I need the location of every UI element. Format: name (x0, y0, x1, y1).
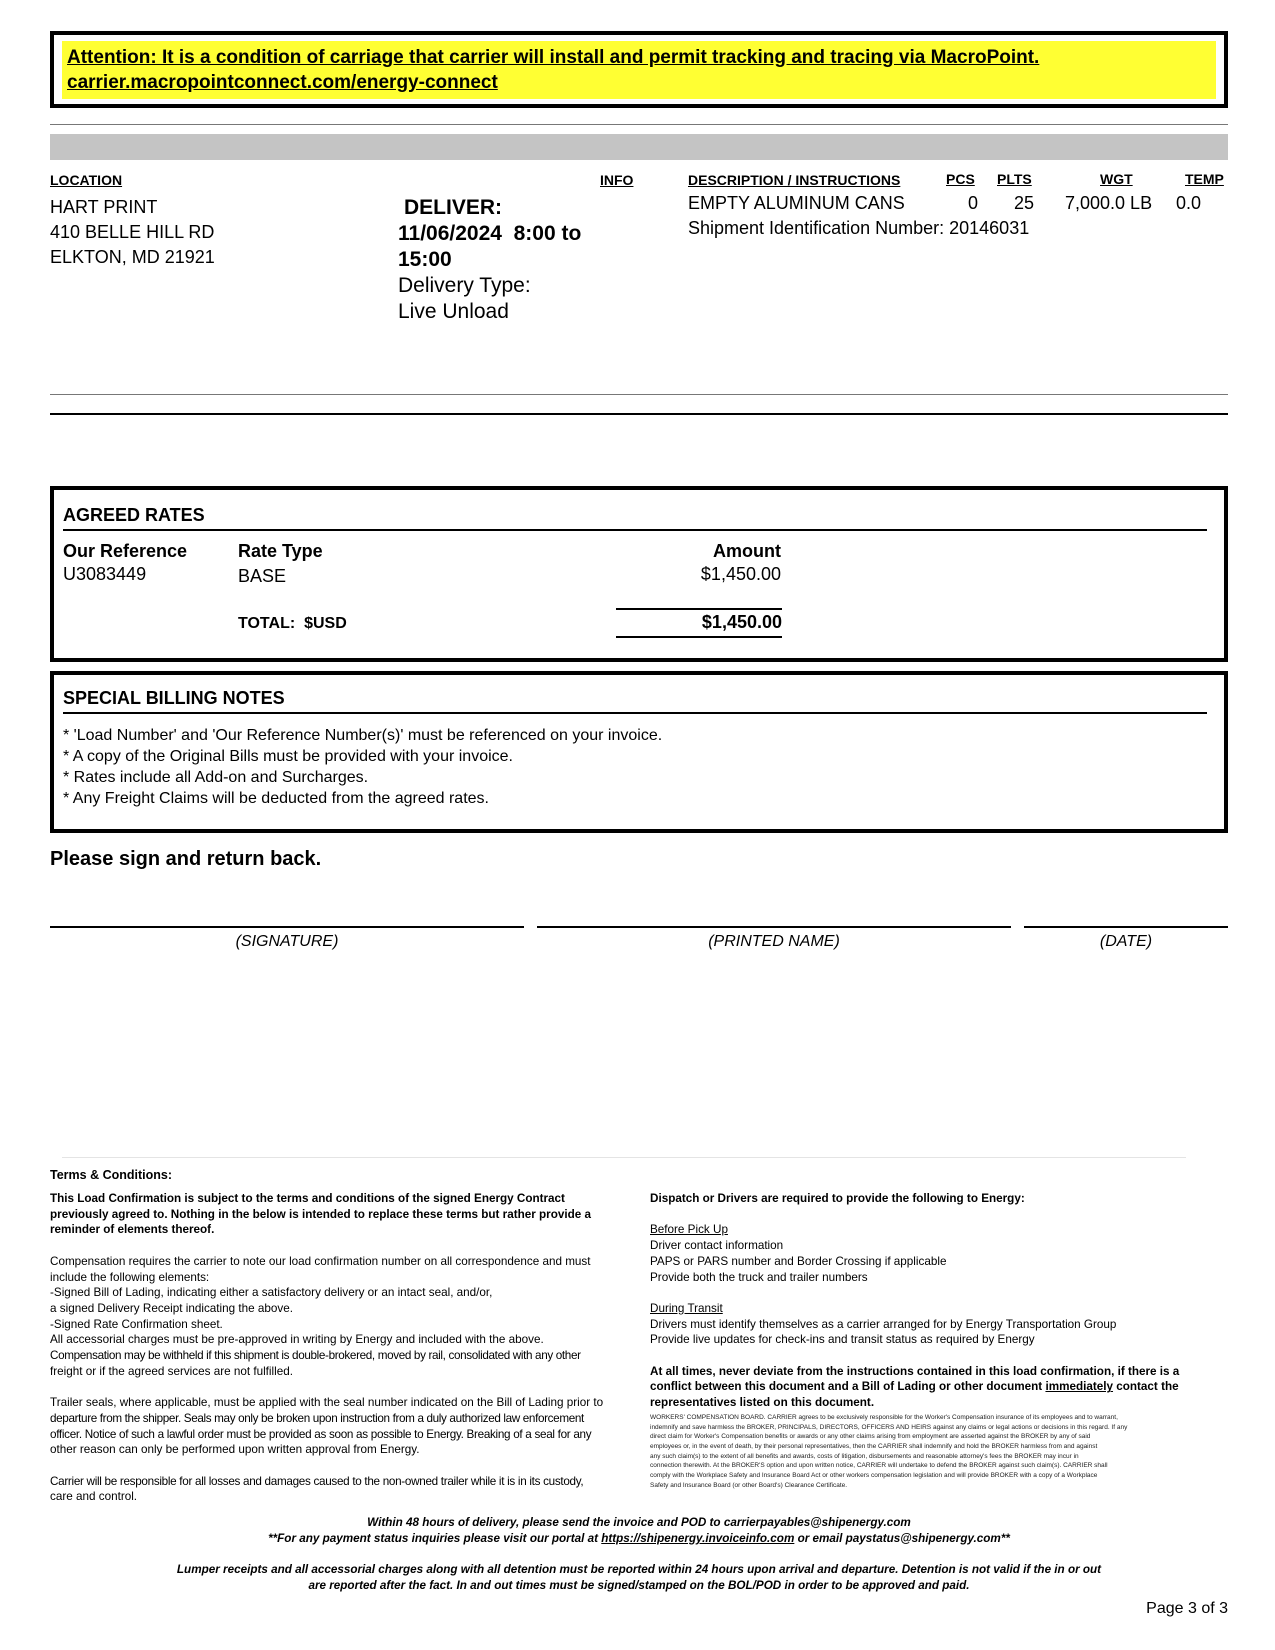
workers-comp-line: indemnify and save harmless the BROKER, PRINCIPALS, DIRECTORS, OFFICERS AND HEIRS against any claims or legal actions or decisions in this regard. If any (650, 1423, 1128, 1431)
macropoint-url[interactable]: carrier.macropointconnect.com/energy-connect (67, 72, 498, 93)
rule (63, 712, 1207, 714)
deviation-line: representatives listed on this document. (650, 1396, 875, 1410)
our-reference-header: Our Reference (63, 541, 188, 561)
divider (50, 124, 1228, 125)
shipment-id: Shipment Identification Number: 20146031 (688, 218, 1030, 238)
deviation-warning (650, 1364, 1228, 1411)
tracking-notice-text: Attention: It is a condition of carriage that carrier will install and permit tracking and tracing via MacroPoint. (67, 47, 1040, 68)
terms-line: Trailer seals, where applicable, must be applied with the seal number indicated on the Bill of Lading prior to (50, 1396, 604, 1410)
invoice-instructions: Within 48 hours of delivery, please send the invoice and POD to carrierpayables@shipenergy.com (367, 1516, 911, 1529)
terms-line: Drivers must identify themselves as a carrier arranged for by Energy Transportation Group (650, 1317, 1117, 1331)
printed-name-label: (PRINTED NAME) (708, 933, 840, 950)
terms-line: freight or if the agreed services are not fulfilled. (50, 1364, 293, 1378)
lumper-notice: are reported after the fact. In and out times must be signed/stamped on the BOL/POD in order to be approved and paid. (308, 1579, 970, 1592)
billing-note: * Any Freight Claims will be deducted from the agreed rates. (63, 790, 489, 807)
agreed-rates-title: AGREED RATES (63, 505, 205, 525)
info-header: INFO (600, 172, 634, 188)
rule (63, 529, 1207, 531)
workers-comp-line: any such claim(s) to the extent of all benefits and awards, costs of litigation, disbursements and reasonable attorney's fees the BROKER may incur in (650, 1452, 1079, 1460)
signature-label: (SIGNATURE) (235, 933, 339, 950)
payment-status-text: **For any payment status inquiries please visit our portal at (268, 1532, 602, 1545)
delivery-info (398, 195, 581, 325)
workers-comp-clause (650, 1413, 1228, 1491)
temp-header: TEMP (1185, 171, 1224, 187)
workers-comp-line: WORKERS' COMPENSATION BOARD. CARRIER agrees to be exclusively responsible for the Worker's Compensation insurance of its employees and to warrant, (650, 1413, 1118, 1421)
terms-line: departure from the shipper. Seals may only be broken upon instruction from a duly authorized law enforcement (50, 1411, 584, 1425)
tracking-notice (50, 31, 1228, 108)
workers-comp-line: connection therewith. At the BROKER'S option and upon written notice, CARRIER will undertake to defend the BROKER against such claim(s). CARRIER shall (650, 1462, 1108, 1470)
terms-title: Terms & Conditions: (50, 1168, 172, 1182)
terms-line: care and control. (50, 1490, 138, 1504)
signature-line[interactable] (50, 926, 524, 928)
deviation-emphasis: immediately (1045, 1380, 1114, 1394)
page-number: Page 3 of 3 (1146, 1600, 1228, 1617)
deliver-date-time: 11/06/2024 8:00 to (398, 222, 582, 245)
terms-line: include the following elements: (50, 1270, 210, 1284)
billing-notes-list (63, 725, 662, 809)
terms-line: PAPS or PARS number and Border Crossing if applicable (650, 1254, 947, 1268)
terms-line: Carrier will be responsible for all losses and damages caused to the non-owned trailer while it is in its custody, (50, 1474, 584, 1488)
terms-line: Compensation may be withheld if this shipment is double-brokered, moved by rail, consolidated with any other (50, 1349, 581, 1363)
payment-portal-link[interactable]: https://shipenergy.invoiceinfo.com (601, 1532, 795, 1545)
total-rule (616, 608, 782, 610)
terms-right-column (650, 1191, 1228, 1490)
dispatch-title: Dispatch or Drivers are required to provide the following to Energy: (650, 1192, 1025, 1205)
terms-line: officer. Notice of such a lawful order must be provided as soon as possible to Energy. Breaking of a seal for any (50, 1427, 592, 1441)
rate-type-value: BASE (238, 566, 287, 586)
agreed-rates-box (50, 486, 1228, 662)
workers-comp-line: direct claim for Worker's Compensation benefits or awards or any other claims arising from employment are asserted against the BROKER by any of said (650, 1433, 1091, 1441)
location-name: HART PRINT (50, 197, 158, 217)
terms-line: a signed Delivery Receipt indicating the above. (50, 1301, 293, 1315)
wgt-header: WGT (1100, 171, 1133, 187)
tracking-notice-highlight (62, 41, 1216, 99)
item-temp: 0.0 (1176, 193, 1202, 213)
billing-note: * Rates include all Add-on and Surcharges. (63, 769, 369, 786)
terms-left-column (50, 1191, 625, 1505)
plts-header: PLTS (997, 171, 1032, 187)
deviation-line (650, 1379, 1228, 1395)
date-label: (DATE) (1099, 933, 1153, 950)
terms-intro-line: This Load Confirmation is subject to the terms and conditions of the signed Energy Contract (50, 1192, 565, 1205)
terms-line: -Signed Bill of Lading, indicating either a satisfactory delivery or an intact seal, and/or, (50, 1286, 493, 1300)
location-city: ELKTON, MD 21921 (50, 247, 215, 267)
payment-status-text: or email paystatus@shipenergy.com** (794, 1532, 1010, 1545)
amount-value: $1,450.00 (700, 564, 781, 584)
terms-line: All accessorial charges must be pre-approved in writing by Energy and included with the above. (50, 1333, 544, 1347)
date-line[interactable] (1024, 926, 1228, 928)
terms-line: Driver contact information (650, 1239, 784, 1253)
workers-comp-line: Safety and Insurance Board (or other Board's) Clearance Certificate. (650, 1481, 848, 1489)
workers-comp-line: comply with the Workplace Safety and Insurance Board Act or other workers compensation legislation and will provide BROKER with a copy of a Workplace (650, 1472, 1098, 1480)
total-underline (616, 636, 782, 638)
location-header: LOCATION (50, 172, 123, 188)
billing-notes-title: SPECIAL BILLING NOTES (63, 688, 285, 708)
terms-line: Provide live updates for check-ins and transit status as required by Energy (650, 1333, 1035, 1347)
payment-status-note (50, 1531, 1228, 1547)
deviation-text: contact the (1113, 1380, 1179, 1394)
deviation-text: conflict between this document and a Bill of Lading or other document (650, 1380, 1046, 1394)
terms-line: Compensation requires the carrier to note our load confirmation number on all correspondence and must (50, 1254, 591, 1268)
item-pcs: 0 (968, 193, 979, 213)
total-label: TOTAL: $USD (238, 615, 347, 632)
item-wgt: 7,000.0 LB (1065, 193, 1153, 213)
deliver-end-time: 15:00 (398, 248, 452, 271)
item-description: EMPTY ALUMINUM CANS (688, 193, 905, 213)
stop-location (50, 195, 215, 270)
total-value: $1,450.00 (701, 612, 782, 632)
stop-header-band (50, 134, 1228, 160)
item-plts: 25 (1014, 193, 1035, 213)
terms-intro-line: previously agreed to. Nothing in the below is intended to replace these terms but rather provide a (50, 1207, 591, 1221)
printed-name-line[interactable] (537, 926, 1011, 928)
divider (50, 413, 1228, 415)
terms-line: Provide both the truck and trailer numbers (650, 1270, 868, 1284)
workers-comp-line: employees or, in the event of death, by their personal representatives, then the CARRIER shall indemnify and hold the BROKER harmless from and against (650, 1442, 1098, 1450)
location-street: 410 BELLE HILL RD (50, 222, 215, 242)
divider (62, 1157, 1186, 1158)
billing-note: * A copy of the Original Bills must be provided with your invoice. (63, 748, 513, 765)
amount-header: Amount (713, 541, 781, 561)
lumper-notice: Lumper receipts and all accessorial charges along with all detention must be reported within 24 hours upon arrival and departure. Detention is not valid if the in or out (176, 1563, 1102, 1576)
deliver-label: DELIVER: (404, 196, 503, 219)
during-transit-title: During Transit (650, 1301, 723, 1315)
rate-type-header: Rate Type (238, 541, 323, 561)
description-header: DESCRIPTION / INSTRUCTIONS (688, 172, 901, 188)
terms-line: -Signed Rate Confirmation sheet. (50, 1317, 223, 1331)
billing-notes-box (50, 671, 1228, 833)
deviation-line: At all times, never deviate from the instructions contained in this load confirmation, if there is a (650, 1364, 1180, 1378)
terms-intro-line: reminder of elements thereof. (50, 1223, 215, 1237)
delivery-type-label: Delivery Type: (398, 274, 531, 297)
delivery-type-value: Live Unload (398, 300, 509, 323)
billing-note: * 'Load Number' and 'Our Reference Number(s)' must be referenced on your invoice. (63, 727, 663, 744)
before-pickup-title: Before Pick Up (650, 1223, 728, 1237)
sign-prompt: Please sign and return back. (50, 848, 322, 870)
pcs-header: PCS (946, 171, 975, 187)
terms-line: other reason can only be performed upon written approval from Energy. (50, 1443, 420, 1457)
divider (50, 394, 1228, 395)
our-reference-value: U3083449 (63, 564, 147, 584)
